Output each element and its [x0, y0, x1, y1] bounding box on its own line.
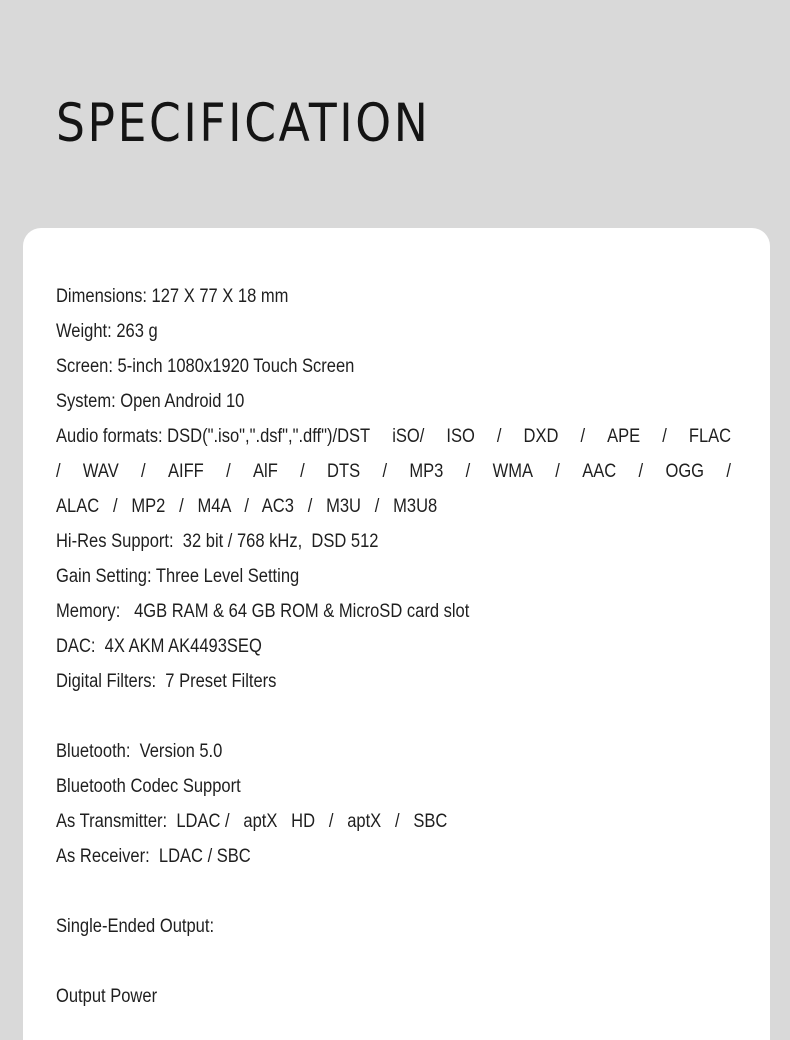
page-title: SPECIFICATION — [56, 93, 431, 154]
spec-audio-formats-line3: ALAC / MP2 / M4A / AC3 / M3U / M3U8 — [56, 496, 438, 517]
spec-system: System: Open Android 10 — [56, 391, 245, 412]
spec-filters: Digital Filters: 7 Preset Filters — [56, 671, 277, 692]
spec-weight: Weight: 263 g — [56, 321, 158, 342]
spec-audio-formats-line2: / WAV / AIFF / AlF / DTS / MP3 / WMA / AAC / OGG / — [56, 461, 731, 482]
spec-hires: Hi-Res Support: 32 bit / 768 kHz, DSD 512 — [56, 531, 379, 552]
spec-bluetooth: Bluetooth: Version 5.0 — [56, 741, 223, 762]
spec-dac: DAC: 4X AKM AK4493SEQ — [56, 636, 262, 657]
spec-audio-formats-line1: Audio formats: DSD(".iso",".dsf",".dff")/DST iSO/ ISO / DXD / APE / FLAC — [56, 426, 732, 447]
spec-bt-codec: Bluetooth Codec Support — [56, 776, 241, 797]
spec-single-ended: Single-Ended Output: — [56, 916, 215, 937]
spec-spacer — [56, 944, 746, 979]
spec-spacer — [56, 699, 746, 734]
spec-receiver: As Receiver: LDAC / SBC — [56, 846, 251, 867]
spec-list — [56, 279, 746, 1014]
spec-memory: Memory: 4GB RAM & 64 GB ROM & MicroSD card slot — [56, 601, 470, 622]
spec-gain: Gain Setting: Three Level Setting — [56, 566, 300, 587]
spec-card — [23, 228, 770, 1040]
spec-spacer — [56, 874, 746, 909]
spec-transmitter: As Transmitter: LDAC / aptX HD / aptX / SBC — [56, 811, 448, 832]
spec-dimensions: Dimensions: 127 X 77 X 18 mm — [56, 286, 289, 307]
spec-screen: Screen: 5-inch 1080x1920 Touch Screen — [56, 356, 355, 377]
spec-output-power: Output Power — [56, 986, 158, 1007]
